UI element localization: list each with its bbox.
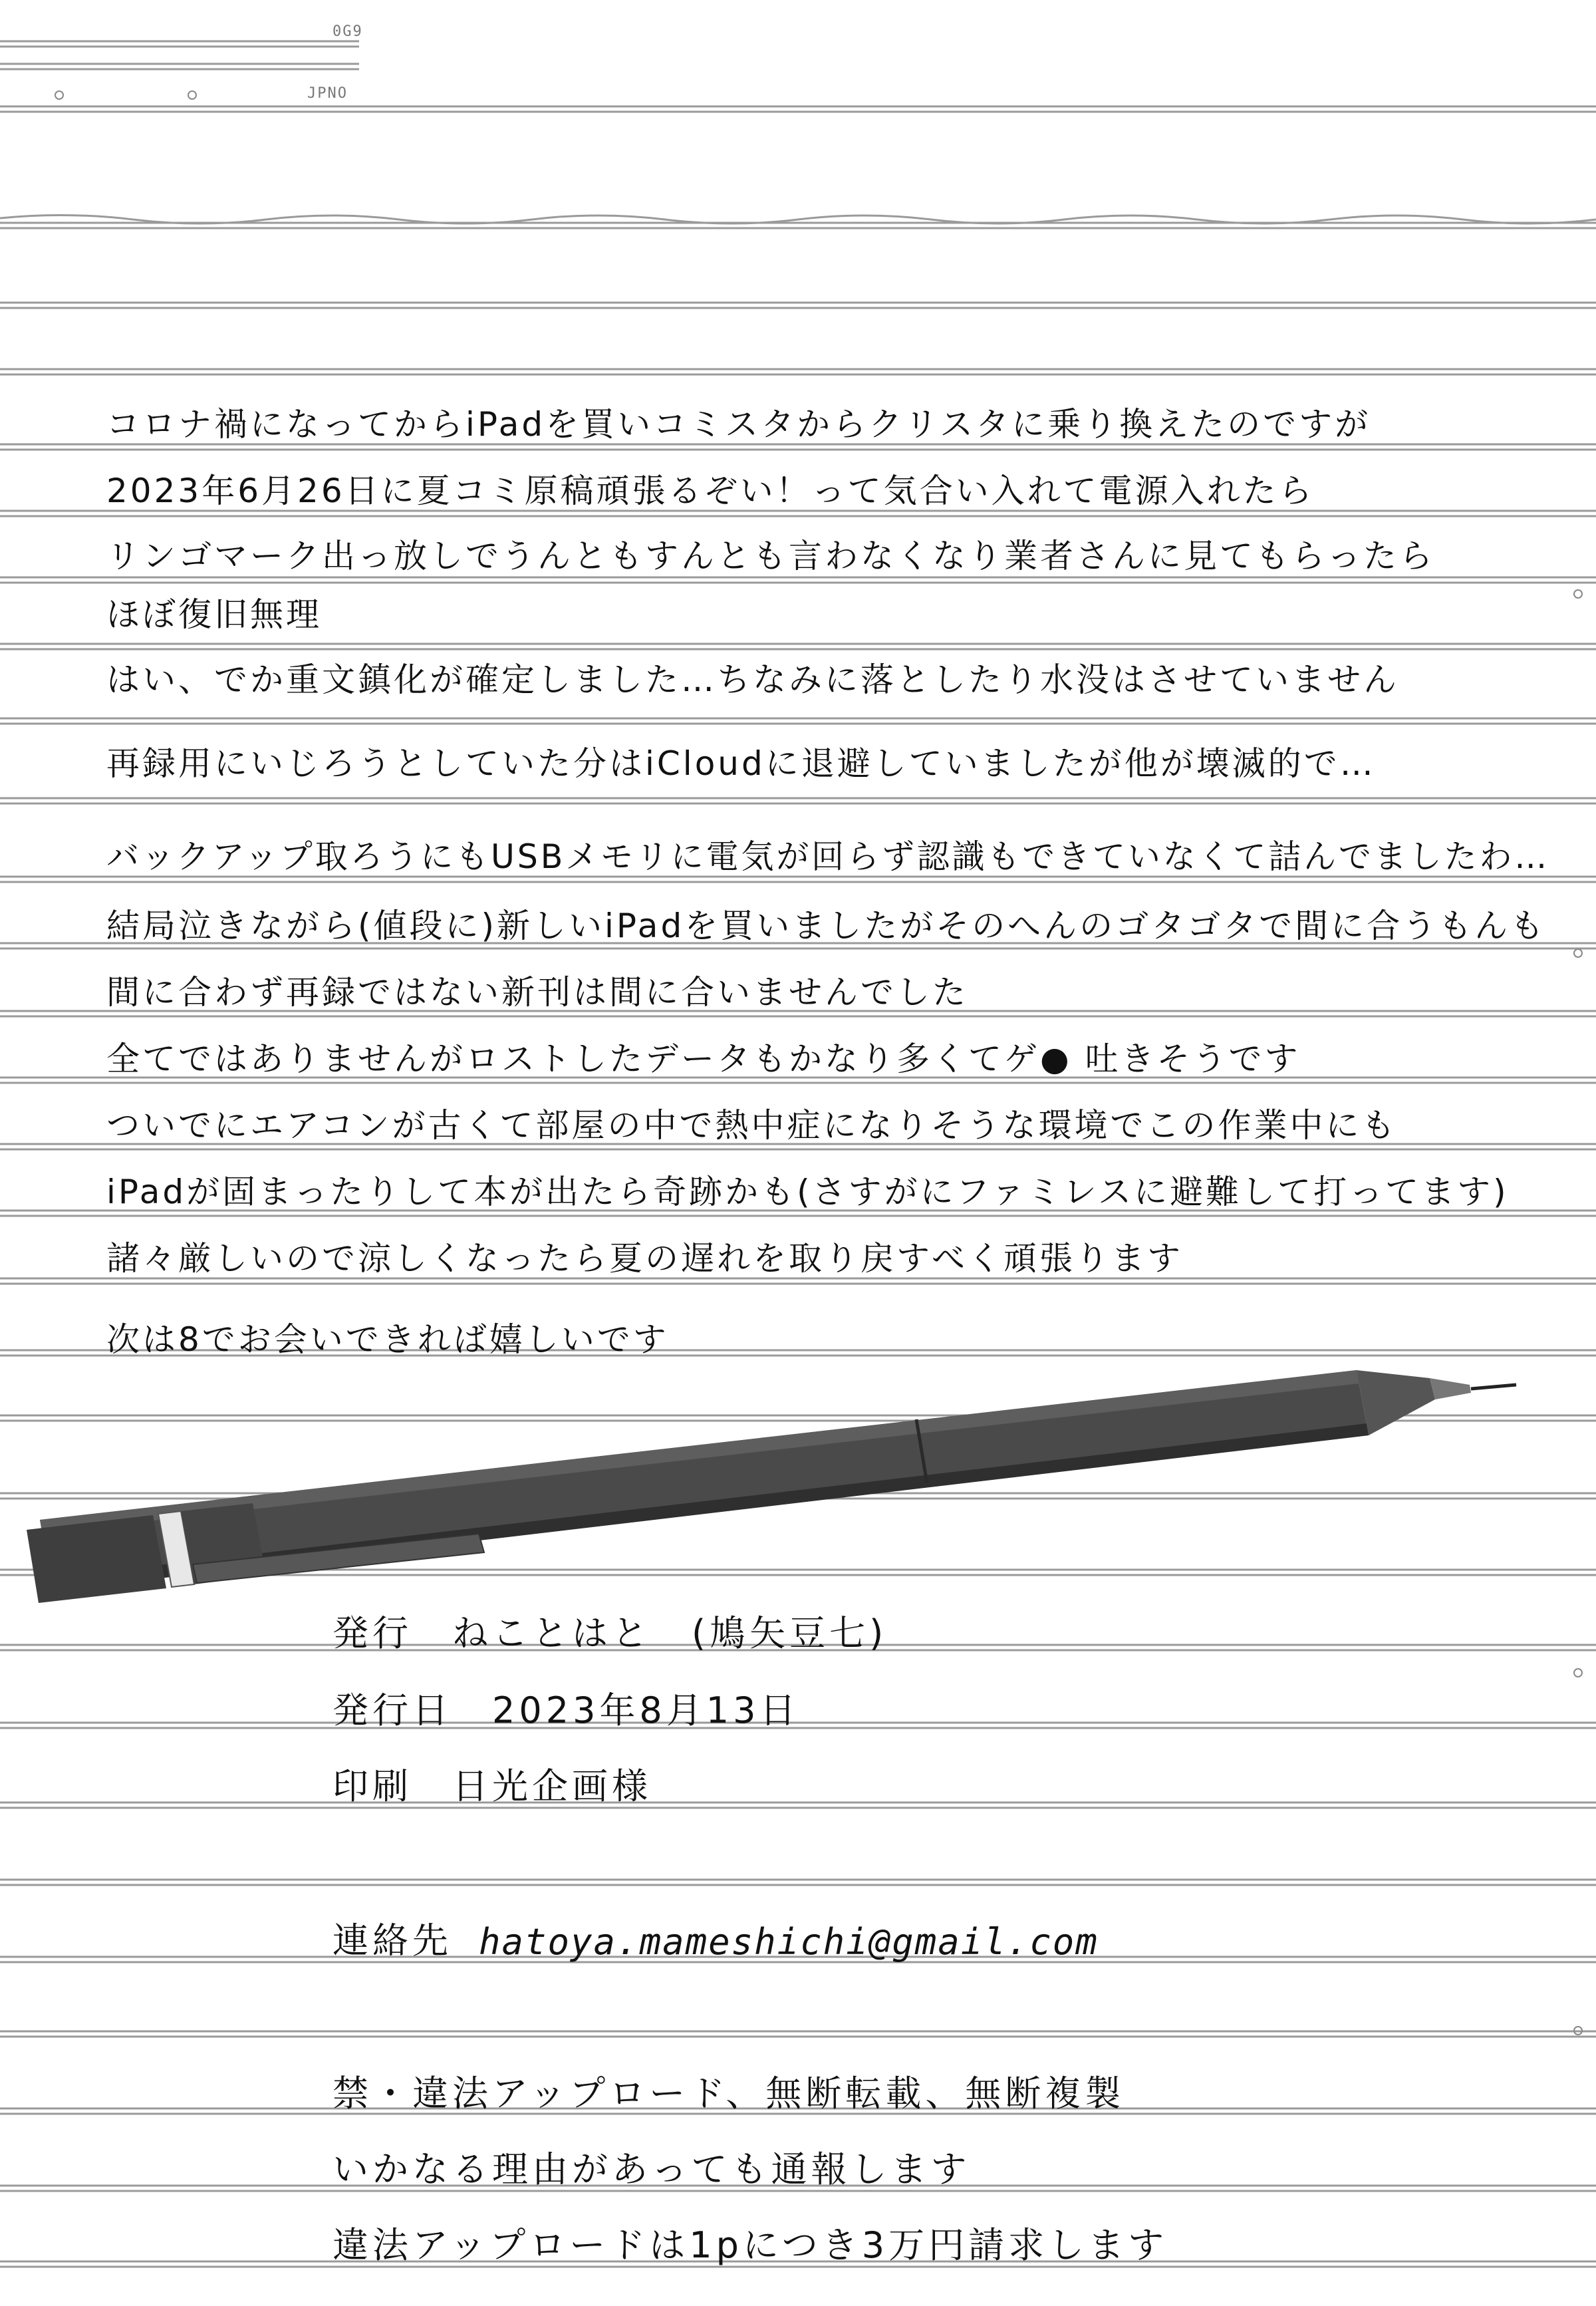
printer-line: 印刷 日光企画様	[332, 1765, 652, 1807]
body-line: ほぼ復旧無理	[106, 595, 322, 634]
notice-line: 禁・違法アップロード、無断転載、無断複製	[332, 2073, 1125, 2114]
header-stamp-top: 0G9	[332, 23, 363, 40]
body-line: 全てではありませんがロストしたデータもかなり多くてゲ● 吐きそうです	[106, 1040, 1301, 1078]
notice-line: いかなる理由があっても通報します	[332, 2148, 971, 2190]
contact-email: hatoya.mameshichi@gmail.com	[479, 1921, 1099, 1963]
publish-date-line: 発行日 2023年8月13日	[332, 1689, 800, 1731]
notice-line: 違法アップロードは1pにつき3万円請求します	[332, 2224, 1168, 2266]
body-line: 2023年6月26日に夏コミ原稿頑張るぞい！って気合い入れて電源入れたら	[106, 472, 1315, 510]
body-line: 次は8でお会いできれば嬉しいです	[106, 1320, 669, 1359]
body-line: はい、でか重文鎮化が確定しました…ちなみに落としたり水没はさせていません	[106, 660, 1399, 699]
body-line: コロナ禍になってからiPadを買いコミスタからクリスタに乗り換えたのですが	[106, 405, 1371, 444]
body-line: バックアップ取ろうにもUSBメモリに電気が回らず認識もできていなくて詰んでましたわ…	[106, 837, 1550, 876]
contact-label: 連絡先	[332, 1920, 452, 1961]
body-line: 再録用にいじろうとしていた分はiCloudに退避していましたが他が壊滅的で…	[106, 744, 1376, 783]
body-line: iPadが固まったりして本が出たら奇跡かも(さすがにファミレスに避難して打ってます)	[106, 1173, 1509, 1211]
body-line: 諸々厳しいので涼しくなったら夏の遅れを取り戻すべく頑張ります	[106, 1239, 1183, 1278]
body-line: 間に合わず再録ではない新刊は間に合いませんでした	[106, 973, 968, 1012]
publisher-line: 発行 ねことはと (鳩矢豆七)	[332, 1612, 888, 1654]
body-line: 結局泣きながら(値段に)新しいiPadを買いましたがそのへんのゴタゴタで間に合うもんも	[106, 907, 1547, 945]
body-line: リンゴマーク出っ放しでうんともすんとも言わなくなり業者さんに見てもらったら	[106, 537, 1435, 575]
body-line: ついでにエアコンが古くて部屋の中で熱中症になりそうな環境でこの作業中にも	[106, 1106, 1398, 1145]
header-stamp-bottom: JPNO	[307, 85, 348, 102]
